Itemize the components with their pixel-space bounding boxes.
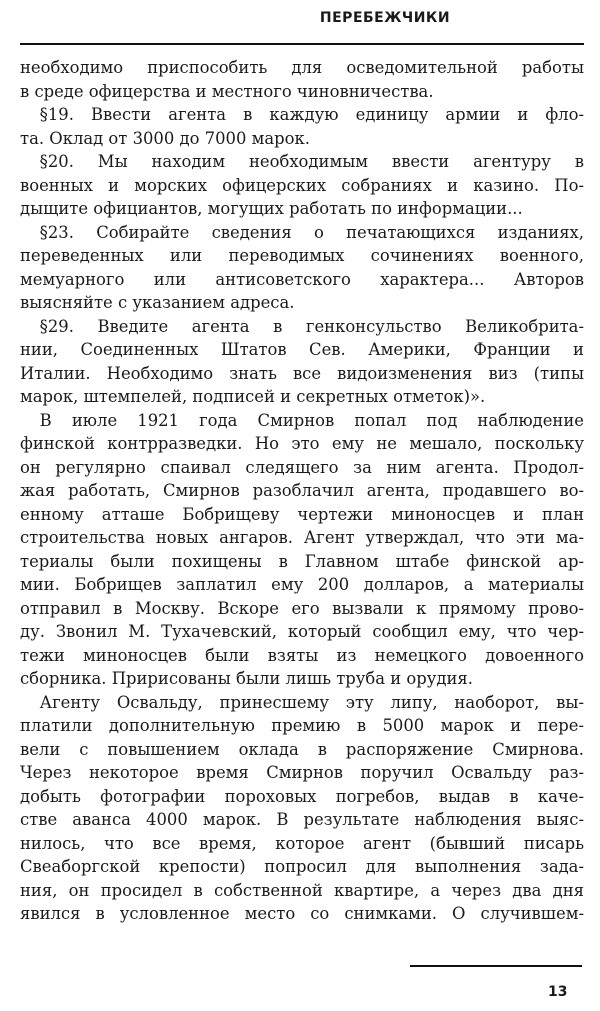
- text-line: выясняйте с указанием адреса.: [20, 293, 295, 312]
- text-line: военных и морских офицерских собраниях и казино. По-: [20, 175, 584, 195]
- text-line: переведенных или переводимых сочинениях военного,: [20, 246, 584, 265]
- text-line: дыщите официантов, могущих работать по информации...: [20, 199, 523, 218]
- text-line: финской контрразведки. Но это ему не мешало, поскольку: [20, 434, 584, 453]
- text-line: марок, штемпелей, подписей и секретных отметок)».: [20, 387, 486, 406]
- text-line: стве аванса 4000 марок. В результате наблюдения выяс-: [20, 810, 584, 829]
- text-line: жая работать, Смирнов разоблачил агента, продавшего во-: [20, 481, 584, 500]
- text-line: явился в условленное место со снимками. О случившем-: [20, 904, 584, 923]
- text-line: та. Оклад от 3000 до 7000 марок.: [20, 128, 310, 148]
- text-line: отправил в Москву. Вскоре его вызвали к прямому прово-: [20, 598, 584, 618]
- text-line: Свеаборгской крепости) попросил для выполнения зада-: [20, 857, 584, 876]
- text-line: нилось, что все время, которое агент (бывший писарь: [20, 833, 584, 853]
- header-rule: [20, 43, 584, 45]
- text-line: енному атташе Бобрищеву чертежи миноносцев и план: [20, 504, 584, 524]
- text-line: териалы были похищены в Главном штабе финской ар-: [20, 551, 584, 571]
- text-line: мемуарного или антисоветского характера... Авторов: [20, 269, 584, 289]
- text-line: §23. Собирайте сведения о печатающихся изданиях,: [39, 222, 584, 242]
- text-line: ду. Звонил М. Тухачевский, который сообщил ему, что чер-: [20, 622, 584, 641]
- footer-rule: [410, 965, 582, 967]
- text-line: В июле 1921 года Смирнов попал под наблюдение: [39, 410, 584, 430]
- body-text: [20, 56, 584, 926]
- text-line: добыть фотографии пороховых погребов, выдав в каче-: [20, 786, 584, 806]
- text-line: Италии. Необходимо знать все видоизменения виз (типы: [20, 363, 584, 383]
- running-header: ПЕРЕБЕЖЧИКИ: [319, 10, 451, 26]
- text-line: тежи миноносцев были взяты из немецкого довоенного: [20, 645, 584, 665]
- text-line: сборника. Пририсованы были лишь труба и орудия.: [20, 669, 473, 688]
- text-line: в среде офицерства и местного чиновничества.: [20, 81, 434, 101]
- text-line: нии, Соединенных Штатов Сев. Америки, Франции и: [20, 340, 584, 359]
- text-line: §29. Введите агента в генконсульство Великобрита-: [39, 316, 584, 336]
- text-line: он регулярно спаивал следящего за ним агента. Продол-: [20, 457, 584, 477]
- page-number: 13: [548, 984, 568, 1000]
- text-line: платили дополнительную премию в 5000 марок и пере-: [20, 716, 584, 735]
- text-line: §20. Мы находим необходимым ввести агентуру в: [39, 152, 584, 171]
- text-line: ния, он просидел в собственной квартире, а через два дня: [20, 880, 584, 900]
- text-line: §19. Ввести агента в каждую единицу армии и фло-: [39, 105, 584, 124]
- text-line: Через некоторое время Смирнов поручил Освальду раз-: [20, 763, 584, 782]
- text-line: Агенту Освальду, принесшему эту липу, наоборот, вы-: [39, 692, 584, 712]
- text-line: мии. Бобрищев заплатил ему 200 долларов, а материалы: [20, 575, 584, 594]
- text-line: необходимо приспособить для осведомительной работы: [20, 58, 584, 77]
- text-line: строительства новых ангаров. Агент утверждал, что эти ма-: [20, 528, 584, 547]
- text-line: вели с повышением оклада в распоряжение Смирнова.: [20, 739, 584, 759]
